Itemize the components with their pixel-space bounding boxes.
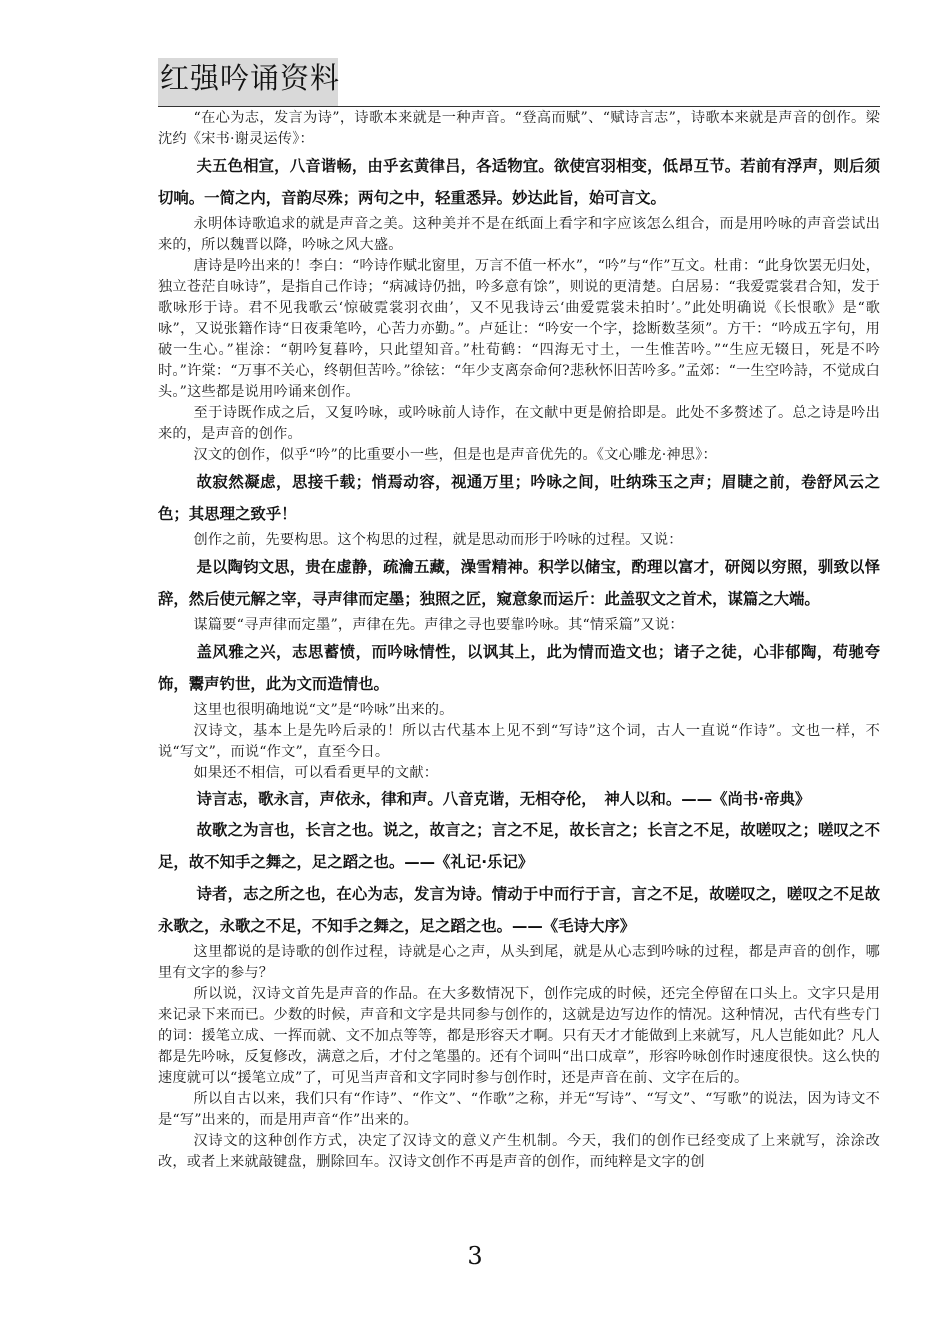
body-paragraph: 创作之前，先要构思。这个构思的过程，就是思动而形于吟咏的过程。又说： bbox=[193, 532, 683, 548]
body-paragraph: 汉文的创作，似乎“吟”的比重要小一些，但是也是声音优先的。《文心雕龙·神思》： bbox=[193, 447, 717, 463]
body-paragraph: 所以自古以来，我们只有“作诗”、“作文”、“作歌”之称，并无“写诗”、“写文”、“写歌”的说法，因为诗文不是“写”出来的，而是用声音“作”出来的。 bbox=[158, 1091, 880, 1128]
header-rule bbox=[158, 106, 880, 107]
body-paragraph: 汉诗文的这种创作方式，决定了汉诗文的意义产生机制。今天，我们的创作已经变成了上来就写，涂涂改改，或者上来就敲键盘，删除回车。汉诗文创作不再是声音的创作，而纯粹是文字的创 bbox=[158, 1133, 880, 1170]
quotation-paragraph: 盖风雅之兴，志思蓄愤，而吟咏情性，以讽其上，此为情而造文也；诸子之徒，心非郁陶，苟驰夸饰，鬻声钓世，此为文而造情也。 bbox=[158, 643, 880, 693]
quotation-paragraph: 是以陶钧文思，贵在虚静，疏瀹五藏，澡雪精神。积学以储宝，酌理以富才，研阅以穷照，驯致以怿辞，然后使元解之宰，寻声律而定墨；独照之匠，窥意象而运斤：此盖驭文之首术，谋篇之大端。 bbox=[158, 558, 880, 608]
quotation-paragraph: 诗者，志之所之也，在心为志，发言为诗。情动于中而行于言，言之不足，故嗟叹之，嗟叹之不足故永歌之，永歌之不足，不知手之舞之，足之蹈之也。——《毛诗大序》 bbox=[158, 885, 880, 935]
body-text bbox=[158, 108, 880, 1173]
body-paragraph: 汉诗文，基本上是先吟后录的！所以古代基本上见不到“写诗”这个词，古人一直说“作诗”。文也一样，不说“写文”，而说“作文”，直至今日。 bbox=[158, 723, 880, 760]
body-paragraph: 这里也很明确地说“文”是“吟咏”出来的。 bbox=[193, 702, 454, 718]
body-paragraph: 如果还不相信，可以看看更早的文献： bbox=[193, 765, 439, 781]
body-paragraph: 这里都说的是诗歌的创作过程，诗就是心之声，从头到尾，就是从心志到吟咏的过程，都是声音的创作，哪里有文字的参与？ bbox=[158, 944, 880, 981]
body-paragraph: 唐诗是吟出来的！李白：“吟诗作赋北窗里，万言不值一杯水”，“吟”与“作”互文。杜甫：“此身饮罢无归处，独立苍茫自咏诗”，是指自己作诗；“病减诗仍拙，吟多意有馀”，则说的更清楚。白居易：“我爱霓裳君合知，发于歌咏形于诗。君不见我歌云‘惊破霓裳羽衣曲’，又不见我诗云‘曲爱霓裳未拍时’。”此处明确说《长恨歌》是“歌咏”，又说张籍作诗“日夜秉笔吟，心苦力亦勤。”。卢延让：“吟安一个字，捻断数茎须”。方干：“吟成五字句，用破一生心。”崔涂：“朝吟复暮吟，只此望知音。”杜荀鹤：“四海无寸土，一生惟苦吟。”“生应无辍日，死是不吟时。”许棠：“万事不关心，终朝但苦吟。”徐铉：“年少支离奈命何?悲秋怀旧苦吟多。”孟郊：“一生空吟詩，不觉成白头。”这些都是说用吟诵来创作。 bbox=[158, 258, 880, 400]
quotation-paragraph: 诗言志，歌永言，声依永，律和声。八音克谐，无相夺伦， 神人以和。——《尚书·帝典》 bbox=[196, 790, 811, 808]
body-paragraph: 至于诗既作成之后，又复吟咏，或吟咏前人诗作，在文献中更是俯拾即是。此处不多赘述了。总之诗是吟出来的，是声音的创作。 bbox=[158, 405, 880, 442]
quotation-paragraph: 故歌之为言也，长言之也。说之，故言之；言之不足，故长言之；长言之不足，故嗟叹之；嗟叹之不足，故不知手之舞之，足之蹈之也。——《礼记·乐记》 bbox=[158, 821, 880, 871]
quotation-paragraph: 故寂然凝虑，思接千载；悄焉动容，视通万里；吟咏之间，吐纳珠玉之声；眉睫之前，卷舒风云之色；其思理之致乎！ bbox=[158, 473, 880, 523]
body-paragraph: 谋篇要“寻声律而定墨”，声律在先。声律之寻也要靠吟咏。其“情采篇”又说： bbox=[193, 617, 684, 633]
header-title: 红强吟诵资料 bbox=[160, 61, 341, 95]
body-paragraph: 永明体诗歌追求的就是声音之美。这种美并不是在纸面上看字和字应该怎么组合，而是用吟咏的声音尝试出来的，所以魏晋以降，吟咏之风大盛。 bbox=[158, 216, 880, 253]
body-paragraph: 所以说，汉诗文首先是声音的作品。在大多数情况下，创作完成的时候，还完全停留在口头上。文字只是用来记录下来而已。少数的时候，声音和文字是共同参与创作的，这就是边写边作的情况。这种情况，古代有些专门的词：援笔立成、一挥而就、文不加点等等，都是形容天才啊。只有天才才能做到上来就写，凡人岂能如此？凡人都是先吟咏，反复修改，满意之后，才付之笔墨的。还有个词叫“出口成章”，形容吟咏创作时速度很快。这么快的速度就可以“援笔立成”了，可见当声音和文字同时参与创作时，还是声音在前、文字在后的。 bbox=[158, 986, 880, 1086]
quotation-paragraph: 夫五色相宣，八音谐畅，由乎玄黄律吕，各适物宜。欲使宫羽相变，低昂互节。若前有浮声，则后须切响。一简之内，音韵尽殊；两句之中，轻重悉异。妙达此旨，始可言文。 bbox=[158, 157, 880, 207]
body-paragraph: “在心为志，发言为诗”，诗歌本来就是一种声音。“登高而赋”、“赋诗言志”，诗歌本来就是声音的创作。梁沈约《宋书·谢灵运传》： bbox=[158, 110, 880, 147]
page-number: 3 bbox=[467, 1242, 483, 1270]
